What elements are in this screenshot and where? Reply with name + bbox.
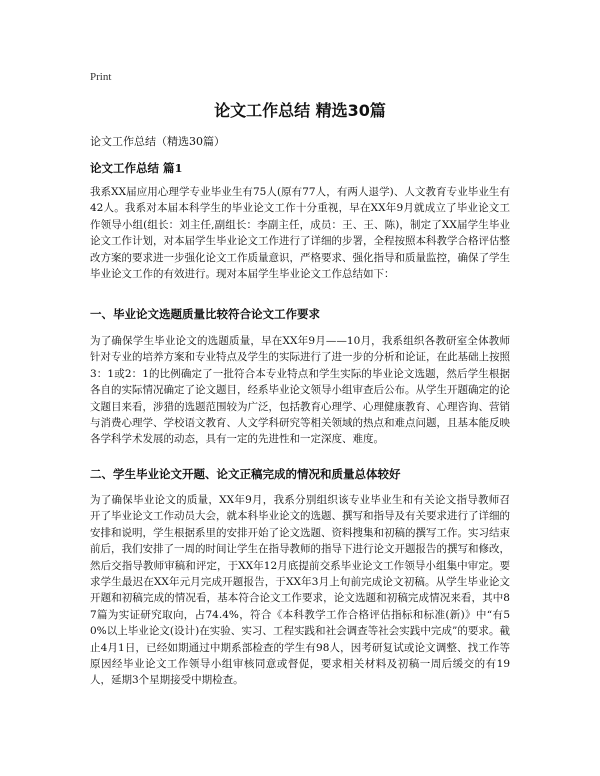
section-heading-2: 二、学生毕业论文开题、论文正稿完成的情况和质量总体较好 [90,467,401,481]
page-title: 论文工作总结 精选30篇 [214,101,386,120]
section-2-paragraph: 为了确保毕业论文的质量，XX年9月，我系分别组织该专业毕业生和有关论文指导教师召开了毕业论文工作动员大会，就本科毕业论文的选题、撰写和指导及有关要求进行了详细的安排和说明，学生根据系里的安排开始了论文选题、资料搜集和初稿的撰写工作。实习结束前后，我们安排了一周的时间让学生在指导教师的指导下进行论文开题报告的撰写和修改，然后交指导教师审稿和评定，于XX年12月底提前交系毕业论文工作领导小组集中审定。要求学生最迟在XX年元月完成开题报告，于XX年3月上旬前完成论文初稿。从学生毕业论文开题和初稿完成的情况看，基本符合论文工作要求，论文选题和初稿完成情况来看，其中87篇为实证研究取向，占74.4%，符合《本科教学工作合格评估指标和标准(新)》中“有50%以上毕业论文(设计)在实验、实习、工程实践和社会调查等社会实践中完成”的要求。截止4月1日，已经如期通过中期系部检查的学生有98人，因考研复试或论文调整、找工作等原因经毕业论文工作领导小组审核同意或督促，要求相关材料及初稿一周后缓交的有19人，延期3个星期接受中期检查。 [90,494,510,687]
intro-paragraph: 我系XX届应用心理学专业毕业生有75人(原有77人，有两人退学)、人文教育专业毕业生有42人。我系对本届本科学生的毕业论文工作十分重视，早在XX年9月就成立了毕业论文工作领导小组(组长：刘主任,副组长：李副主任，成员：王、王、陈)，制定了XX届学生毕业论文工作计划，对本届学生毕业论文工作进行了详细的步署，全程按照本科教学合格评估整改方案的要求进一步强化论文工作质量意识，严格要求、强化指导和质量监控，确保了学生毕业论文工作的有效进行。现对本届学生毕业论文工作总结如下： [90,186,510,281]
section-1-paragraph: 为了确保学生毕业论文的选题质量，早在XX年9月——10月，我系组织各教研室全体教师针对专业的培养方案和专业特点及学生的实际进行了进一步的分析和论证，在此基础上按照3：1或2：1的比例确定了一批符合本专业特点和学生实际的毕业论文选题，然后学生根据各自的实际情况确定了论文题目，经系毕业论文领导小组审查后公布。从学生开题确定的论文题目来看，涉猎的选题范围较为广泛，包括教育心理学、心理健康教育、心理咨询、营销与消费心理学、学校语文教育、人文学科研究等相关领域的热点和难点问题，且基本能反映各学科学术发展的动态，具有一定的先进性和一定深度、难度。 [90,335,510,446]
print-link[interactable]: Print [90,71,112,83]
section-heading-1: 一、毕业论文选题质量比较符合论文工作要求 [90,307,320,321]
article-heading: 论文工作总结 篇1 [90,161,183,175]
document-subtitle: 论文工作总结（精选30篇） [90,135,225,148]
